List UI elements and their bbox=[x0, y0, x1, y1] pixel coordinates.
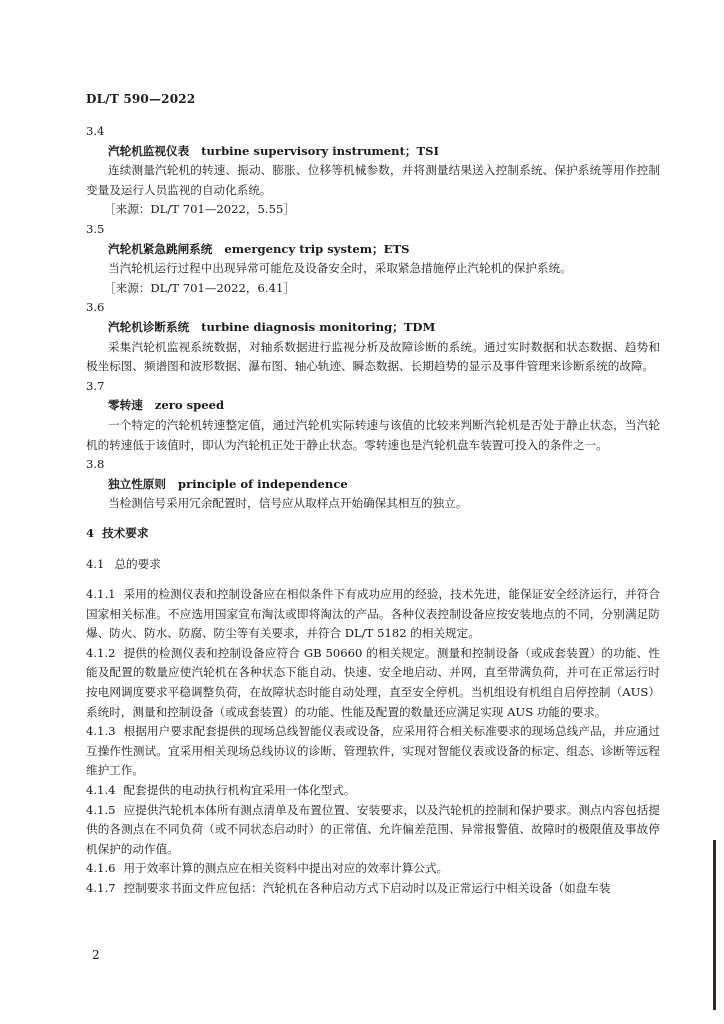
term-english: zero speed bbox=[154, 398, 225, 413]
clause-paragraph bbox=[86, 585, 660, 644]
term-title bbox=[86, 396, 660, 416]
term-entry bbox=[86, 455, 660, 514]
term-chinese: 汽轮机监视仪表 bbox=[108, 143, 190, 158]
term-entry bbox=[86, 377, 660, 455]
section-title: 技术要求 bbox=[102, 525, 149, 540]
clause-text: 应提供汽轮机本体所有测点清单及布置位置、安装要求，以及汽轮机的控制和保护要求。测点内容包括提供的各测点在不同负荷（或不同状态启动时）的正常值、允许偏差范围、异常报警值、故障时的极限值及事故停机保护的动作值。 bbox=[86, 802, 660, 856]
term-chinese: 汽轮机诊断系统 bbox=[108, 319, 190, 334]
term-english: turbine supervisory instrument；TSI bbox=[201, 143, 439, 158]
subsection-heading bbox=[86, 555, 660, 575]
subsection-title: 总的要求 bbox=[114, 557, 161, 572]
term-definition: 当汽轮机运行过程中出现异常可能危及设备安全时，采取紧急措施停止汽轮机的保护系统。 bbox=[108, 261, 572, 276]
scan-edge-mark bbox=[713, 840, 716, 1010]
clause-paragraph bbox=[86, 859, 660, 879]
clause-paragraph bbox=[86, 801, 660, 860]
term-definition: 采集汽轮机监视系统数据，对轴系数据进行监视分析及故障诊断的系统。通过实时数据和状态数据、趋势和极坐标图、频谱图和波形数据、瀑布图、轴心轨迹、瞬态数据、长期趋势的显示及事件管理来诊断系统的故障。 bbox=[86, 339, 660, 374]
term-chinese: 汽轮机紧急跳闸系统 bbox=[108, 241, 213, 256]
clause-text: 用于效率计算的测点应在相关资料中提出对应的效率计算公式。 bbox=[123, 861, 449, 876]
clause-number: 4.1.5 bbox=[86, 802, 116, 817]
clause-number: 4.1.2 bbox=[86, 645, 116, 660]
term-english: principle of independence bbox=[177, 476, 348, 491]
term-number: 3.5 bbox=[86, 221, 105, 236]
term-entry bbox=[86, 298, 660, 376]
term-number: 3.7 bbox=[86, 378, 105, 393]
term-english: turbine diagnosis monitoring；TDM bbox=[201, 319, 436, 334]
term-definition: 一个特定的汽轮机转速整定值，通过汽轮机实际转速与该值的比较来判断汽轮机是否处于静止状态，当汽轮机的转速低于该值时，即认为汽轮机正处于静止状态。零转速也是汽轮机盘车装置可投入的条件之一。 bbox=[86, 417, 660, 452]
term-chinese: 零转速 bbox=[108, 398, 143, 413]
term-title bbox=[86, 475, 660, 495]
term-source: ［来源：DL/T 701—2022，6.41］ bbox=[104, 280, 295, 295]
term-title bbox=[86, 240, 660, 260]
section-heading bbox=[86, 524, 660, 544]
term-title bbox=[86, 142, 660, 162]
clause-text: 采用的检测仪表和控制设备应在相似条件下有成功应用的经验，技术先进，能保证安全经济运行，并符合国家相关标准。不应选用国家宣布淘汰或即将淘汰的产品。各种仪表控制设备应按安装地点的不同，分别满足防爆、防火、防水、防腐、防尘等有关要求，并符合 DL/T 5182 的相关规定。 bbox=[86, 587, 660, 641]
clause-text: 根据用户要求配套提供的现场总线智能仪表或设备，应采用符合相关标准要求的现场总线产品，并应通过互操作性测试。宜采用相关现场总线协议的诊断、管理软件，实现对智能仪表或设备的标定、组态、诊断等远程维护工作。 bbox=[86, 724, 660, 778]
term-entry bbox=[86, 122, 660, 220]
term-chinese: 独立性原则 bbox=[108, 476, 166, 491]
clause-text: 配套提供的电动执行机构宜采用一体化型式。 bbox=[123, 783, 356, 797]
clause-number: 4.1.3 bbox=[86, 724, 116, 739]
term-title bbox=[86, 318, 660, 338]
term-english: emergency trip system；ETS bbox=[224, 241, 410, 256]
clause-number: 4.1.4 bbox=[86, 783, 116, 797]
clause-number: 4.1.1 bbox=[86, 587, 116, 602]
clause-paragraph bbox=[86, 722, 660, 781]
clause-paragraph bbox=[86, 644, 660, 722]
standard-number-header: DL/T 590—2022 bbox=[86, 92, 196, 106]
clause-paragraph bbox=[86, 781, 660, 801]
clause-number: 4.1.6 bbox=[86, 861, 116, 876]
page-content bbox=[86, 122, 660, 899]
clause-text: 提供的检测仪表和控制设备应符合 GB 50660 的相关规定。测量和控制设备（或成套装置）的功能、性能及配置的数量应使汽轮机在各种状态下能自动、快速、安全地启动、并网，直至带满负荷，并可在正常运行时按电网调度要求平稳调整负荷，在故障状态时能自动处理，直至安全停机。当机组设有机组自启停控制（AUS）系统时，测量和控制设备（或成套装置）的功能、性能及配置的数量还应满足实现 AUS 功能的要求。 bbox=[86, 645, 660, 719]
term-number: 3.4 bbox=[86, 124, 105, 138]
clause-paragraph bbox=[86, 879, 660, 899]
term-entry bbox=[86, 220, 660, 298]
clause-number: 4.1.7 bbox=[86, 880, 116, 895]
term-definition: 当检测信号采用冗余配置时，信号应从取样点开始确保其相互的独立。 bbox=[108, 496, 468, 511]
term-definition: 连续测量汽轮机的转速、振动、膨胀、位移等机械参数，并将测量结果送入控制系统、保护系统等用作控制变量及运行人员监视的自动化系统。 bbox=[86, 163, 660, 197]
clause-text: 控制要求书面文件应包括：汽轮机在各种启动方式下启动时以及正常运行中相关设备（如盘车装 bbox=[123, 880, 611, 895]
term-number: 3.6 bbox=[86, 300, 105, 315]
section-number: 4 bbox=[86, 525, 95, 540]
subsection-number: 4.1 bbox=[86, 557, 105, 572]
term-number: 3.8 bbox=[86, 457, 105, 472]
term-source: ［来源：DL/T 701—2022，5.55］ bbox=[104, 202, 295, 217]
page-number: 2 bbox=[92, 948, 100, 962]
